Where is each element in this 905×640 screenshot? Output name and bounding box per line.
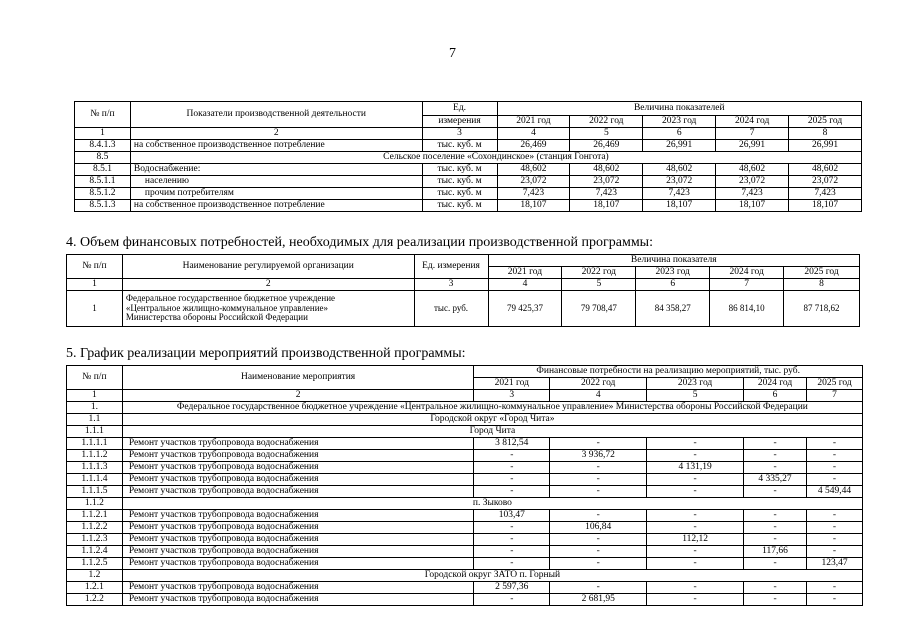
row-value: 23,072 — [643, 176, 716, 188]
org-name-line: Министерства обороны Российской Федерации — [125, 312, 308, 323]
row-value: 26,991 — [716, 140, 789, 152]
year-header: 2023 год — [647, 378, 744, 390]
col-number: 7 — [710, 279, 784, 291]
column-number-row — [75, 128, 862, 140]
row-num: 1.1 — [67, 414, 123, 426]
row-value: - — [807, 510, 863, 522]
row-value: 112,12 — [647, 534, 744, 546]
col-number: 4 — [550, 390, 647, 402]
row-value: - — [807, 522, 863, 534]
col-number: 7 — [807, 390, 863, 402]
table-row — [67, 546, 863, 558]
year-header: 2024 год — [744, 378, 807, 390]
col-header-indicator: Показатели производственной деятельности — [130, 102, 422, 128]
row-value: 4 335,27 — [744, 474, 807, 486]
table-row — [75, 140, 862, 152]
row-value: 7,423 — [643, 188, 716, 200]
table-row — [67, 510, 863, 522]
row-value: - — [807, 546, 863, 558]
col-number: 2 — [130, 128, 422, 140]
row-value: - — [744, 582, 807, 594]
row-num: 1.1.1.2 — [67, 450, 123, 462]
row-value: - — [550, 486, 647, 498]
row-num: 1.1.2.1 — [67, 510, 123, 522]
activity-name: Ремонт участков трубопровода водоснабжения — [122, 522, 474, 534]
year-header: 2022 год — [550, 378, 647, 390]
row-value: - — [550, 474, 647, 486]
row-indicator: населению — [130, 176, 422, 188]
row-unit: тыс. куб. м — [422, 188, 497, 200]
section-title: Город Чита — [122, 426, 862, 438]
row-value: - — [807, 534, 863, 546]
col-number: 4 — [497, 128, 570, 140]
org-name-line: Федеральное государственное бюджетное учреждение — [125, 292, 336, 303]
table-row — [67, 558, 863, 570]
col-number: 5 — [570, 128, 643, 140]
col-number: 7 — [716, 128, 789, 140]
row-value: - — [807, 594, 863, 606]
table-row — [75, 200, 862, 212]
row-value: 106,84 — [550, 522, 647, 534]
row-value: - — [474, 450, 550, 462]
row-num: 8.5.1.1 — [75, 176, 131, 188]
row-organization — [122, 291, 414, 327]
row-num: 1.2.2 — [67, 594, 123, 606]
row-value: - — [474, 486, 550, 498]
section-row — [67, 402, 863, 414]
row-num: 8.5 — [75, 152, 131, 164]
row-value: - — [744, 486, 807, 498]
row-num: 1.2.1 — [67, 582, 123, 594]
table-row — [67, 450, 863, 462]
row-value: 26,991 — [789, 140, 862, 152]
row-num: 1.2 — [67, 570, 123, 582]
row-value: - — [550, 534, 647, 546]
col-number: 3 — [422, 128, 497, 140]
row-value: - — [647, 558, 744, 570]
section-title: п. Зыково — [122, 498, 862, 510]
table-row — [67, 291, 860, 327]
row-num: 1.1.2.5 — [67, 558, 123, 570]
row-value: - — [550, 558, 647, 570]
row-value: 26,469 — [570, 140, 643, 152]
table-row — [67, 486, 863, 498]
row-unit: тыс. куб. м — [422, 140, 497, 152]
year-header: 2025 год — [789, 116, 862, 128]
row-value: - — [807, 474, 863, 486]
row-value: 7,423 — [716, 188, 789, 200]
col-header-values-group: Финансовые потребности на реализацию мероприятий, тыс. руб. — [474, 366, 863, 378]
row-value: - — [744, 558, 807, 570]
row-num: 1.1.2 — [67, 498, 123, 510]
row-value: 2 681,95 — [550, 594, 647, 606]
row-value: 26,991 — [643, 140, 716, 152]
col-number: 6 — [744, 390, 807, 402]
row-value: 48,602 — [497, 164, 570, 176]
col-header-values-group: Величина показателей — [497, 102, 862, 116]
section-row — [67, 570, 863, 582]
row-indicator: Водоснабжение: — [130, 164, 422, 176]
row-value: 86 814,10 — [710, 291, 784, 327]
column-number-row — [67, 279, 860, 291]
row-value: - — [807, 462, 863, 474]
row-value: 117,66 — [744, 546, 807, 558]
row-value: 18,107 — [789, 200, 862, 212]
section-title: Федеральное государственное бюджетное учреждение «Центральное жилищно-коммунальное управление» Министерства обороны Российской Федерации — [122, 402, 862, 414]
col-header-unit: Ед. измерения — [414, 255, 488, 279]
row-num: 1. — [67, 402, 123, 414]
activity-name: Ремонт участков трубопровода водоснабжения — [122, 534, 474, 546]
col-header-num: № п/п — [67, 255, 123, 279]
section-title: Сельское поселение «Сохондинское» (станция Гонгота) — [130, 152, 861, 164]
table-row — [67, 438, 863, 450]
row-num: 1.1.2.3 — [67, 534, 123, 546]
production-indicators-table — [74, 101, 862, 212]
col-header-name: Наименование мероприятия — [122, 366, 474, 390]
row-num: 8.5.1.3 — [75, 200, 131, 212]
row-value: 4 549,44 — [807, 486, 863, 498]
row-value: 18,107 — [716, 200, 789, 212]
activity-name: Ремонт участков трубопровода водоснабжения — [122, 438, 474, 450]
row-indicator: прочим потребителям — [130, 188, 422, 200]
col-header-org: Наименование регулируемой организации — [122, 255, 414, 279]
row-value: - — [647, 474, 744, 486]
row-value: - — [474, 522, 550, 534]
row-value: - — [744, 462, 807, 474]
row-num: 8.5.1.2 — [75, 188, 131, 200]
row-value: 23,072 — [789, 176, 862, 188]
row-value: 103,47 — [474, 510, 550, 522]
row-value: - — [550, 438, 647, 450]
activity-name: Ремонт участков трубопровода водоснабжения — [122, 594, 474, 606]
col-number: 3 — [474, 390, 550, 402]
year-header: 2025 год — [784, 267, 860, 279]
activity-name: Ремонт участков трубопровода водоснабжения — [122, 510, 474, 522]
row-num: 8.4.1.3 — [75, 140, 131, 152]
year-header: 2021 год — [474, 378, 550, 390]
org-name-line: «Центральное жилищно-коммунальное управление» — [125, 302, 329, 313]
col-number: 1 — [75, 128, 131, 140]
page-number: 7 — [449, 46, 456, 61]
row-value: 23,072 — [716, 176, 789, 188]
row-indicator: на собственное производственное потребление — [130, 140, 422, 152]
table-row — [75, 176, 862, 188]
row-value: - — [550, 582, 647, 594]
year-header: 2023 год — [643, 116, 716, 128]
row-value: 18,107 — [497, 200, 570, 212]
row-num: 1.1.2.4 — [67, 546, 123, 558]
row-value: - — [647, 546, 744, 558]
table-row — [67, 462, 863, 474]
row-value: 48,602 — [643, 164, 716, 176]
row-num: 8.5.1 — [75, 164, 131, 176]
table-row — [67, 594, 863, 606]
table-row — [67, 582, 863, 594]
section-5-heading: 5. График реализации мероприятий производственной программы: — [66, 346, 466, 361]
row-value: 2 597,36 — [474, 582, 550, 594]
col-number: 8 — [789, 128, 862, 140]
row-value: 7,423 — [789, 188, 862, 200]
year-header: 2023 год — [636, 267, 710, 279]
row-indicator: на собственное производственное потребление — [130, 200, 422, 212]
row-value: - — [647, 510, 744, 522]
year-header: 2022 год — [570, 116, 643, 128]
row-num: 1 — [67, 291, 123, 327]
section-row — [67, 414, 863, 426]
row-num: 1.1.1.4 — [67, 474, 123, 486]
table-row — [67, 474, 863, 486]
col-number: 2 — [122, 279, 414, 291]
row-num: 1.1.1.3 — [67, 462, 123, 474]
row-num: 1.1.1.1 — [67, 438, 123, 450]
activity-name: Ремонт участков трубопровода водоснабжения — [122, 486, 474, 498]
row-value: 79 425,37 — [488, 291, 562, 327]
row-value: - — [550, 462, 647, 474]
row-value: - — [647, 594, 744, 606]
row-value: - — [744, 438, 807, 450]
col-header-unit-line1: Ед. — [422, 102, 497, 116]
col-number: 8 — [784, 279, 860, 291]
section-title: Городской округ ЗАТО п. Горный — [122, 570, 862, 582]
section-row — [67, 426, 863, 438]
col-number: 4 — [488, 279, 562, 291]
row-value: - — [647, 522, 744, 534]
section-4-heading: 4. Объем финансовых потребностей, необходимых для реализации производственной программы: — [66, 235, 653, 250]
row-value: 48,602 — [716, 164, 789, 176]
year-header: 2022 год — [562, 267, 636, 279]
row-value: 87 718,62 — [784, 291, 860, 327]
row-value: - — [474, 534, 550, 546]
row-value: 23,072 — [497, 176, 570, 188]
col-header-unit-line2: измерения — [422, 116, 497, 128]
col-header-num: № п/п — [75, 102, 131, 128]
col-header-num: № п/п — [67, 366, 123, 390]
row-unit: тыс. куб. м — [422, 200, 497, 212]
col-number: 6 — [643, 128, 716, 140]
row-value: - — [474, 594, 550, 606]
activity-name: Ремонт участков трубопровода водоснабжения — [122, 474, 474, 486]
row-value: - — [744, 594, 807, 606]
row-value: 23,072 — [570, 176, 643, 188]
table-row — [67, 534, 863, 546]
col-number: 1 — [67, 390, 123, 402]
row-value: 18,107 — [570, 200, 643, 212]
financial-needs-table — [66, 254, 860, 327]
col-number: 2 — [122, 390, 474, 402]
table-row — [67, 522, 863, 534]
schedule-table — [66, 365, 863, 606]
year-header: 2024 год — [716, 116, 789, 128]
column-number-row — [67, 390, 863, 402]
row-value: - — [474, 546, 550, 558]
row-value: - — [744, 450, 807, 462]
activity-name: Ремонт участков трубопровода водоснабжения — [122, 462, 474, 474]
year-header: 2024 год — [710, 267, 784, 279]
row-value: 79 708,47 — [562, 291, 636, 327]
col-number: 3 — [414, 279, 488, 291]
row-value: - — [807, 438, 863, 450]
row-value: 26,469 — [497, 140, 570, 152]
row-value: 3 936,72 — [550, 450, 647, 462]
row-value: 3 812,54 — [474, 438, 550, 450]
row-value: - — [744, 522, 807, 534]
row-value: 48,602 — [789, 164, 862, 176]
row-value: - — [550, 546, 647, 558]
row-num: 1.1.1.5 — [67, 486, 123, 498]
section-row — [75, 152, 862, 164]
table-row — [75, 188, 862, 200]
row-value: - — [744, 534, 807, 546]
activity-name: Ремонт участков трубопровода водоснабжения — [122, 582, 474, 594]
row-value: 123,47 — [807, 558, 863, 570]
row-value: - — [647, 450, 744, 462]
col-number: 5 — [647, 390, 744, 402]
activity-name: Ремонт участков трубопровода водоснабжения — [122, 450, 474, 462]
table-row — [75, 164, 862, 176]
row-value: - — [474, 474, 550, 486]
row-value: 4 131,19 — [647, 462, 744, 474]
row-num: 1.1.2.2 — [67, 522, 123, 534]
col-number: 1 — [67, 279, 123, 291]
row-value: - — [807, 582, 863, 594]
schedule-table-body — [67, 402, 863, 606]
row-value: 7,423 — [570, 188, 643, 200]
col-number: 5 — [562, 279, 636, 291]
row-value: 7,423 — [497, 188, 570, 200]
row-num: 1.1.1 — [67, 426, 123, 438]
row-value: - — [744, 510, 807, 522]
row-value: 84 358,27 — [636, 291, 710, 327]
row-value: - — [647, 582, 744, 594]
row-value: - — [647, 486, 744, 498]
activity-name: Ремонт участков трубопровода водоснабжения — [122, 546, 474, 558]
row-value: 48,602 — [570, 164, 643, 176]
row-value: - — [807, 450, 863, 462]
activity-name: Ремонт участков трубопровода водоснабжения — [122, 558, 474, 570]
row-value: - — [647, 438, 744, 450]
section-title: Городской округ «Город Чита» — [122, 414, 862, 426]
row-unit: тыс. куб. м — [422, 164, 497, 176]
col-number: 6 — [636, 279, 710, 291]
row-unit: тыс. куб. м — [422, 176, 497, 188]
year-header: 2021 год — [488, 267, 562, 279]
year-header: 2025 год — [807, 378, 863, 390]
row-unit: тыс. руб. — [414, 291, 488, 327]
year-header: 2021 год — [497, 116, 570, 128]
col-header-values-group: Величина показателя — [488, 255, 860, 267]
row-value: - — [474, 558, 550, 570]
row-value: - — [550, 510, 647, 522]
row-value: - — [474, 462, 550, 474]
section-row — [67, 498, 863, 510]
row-value: 18,107 — [643, 200, 716, 212]
